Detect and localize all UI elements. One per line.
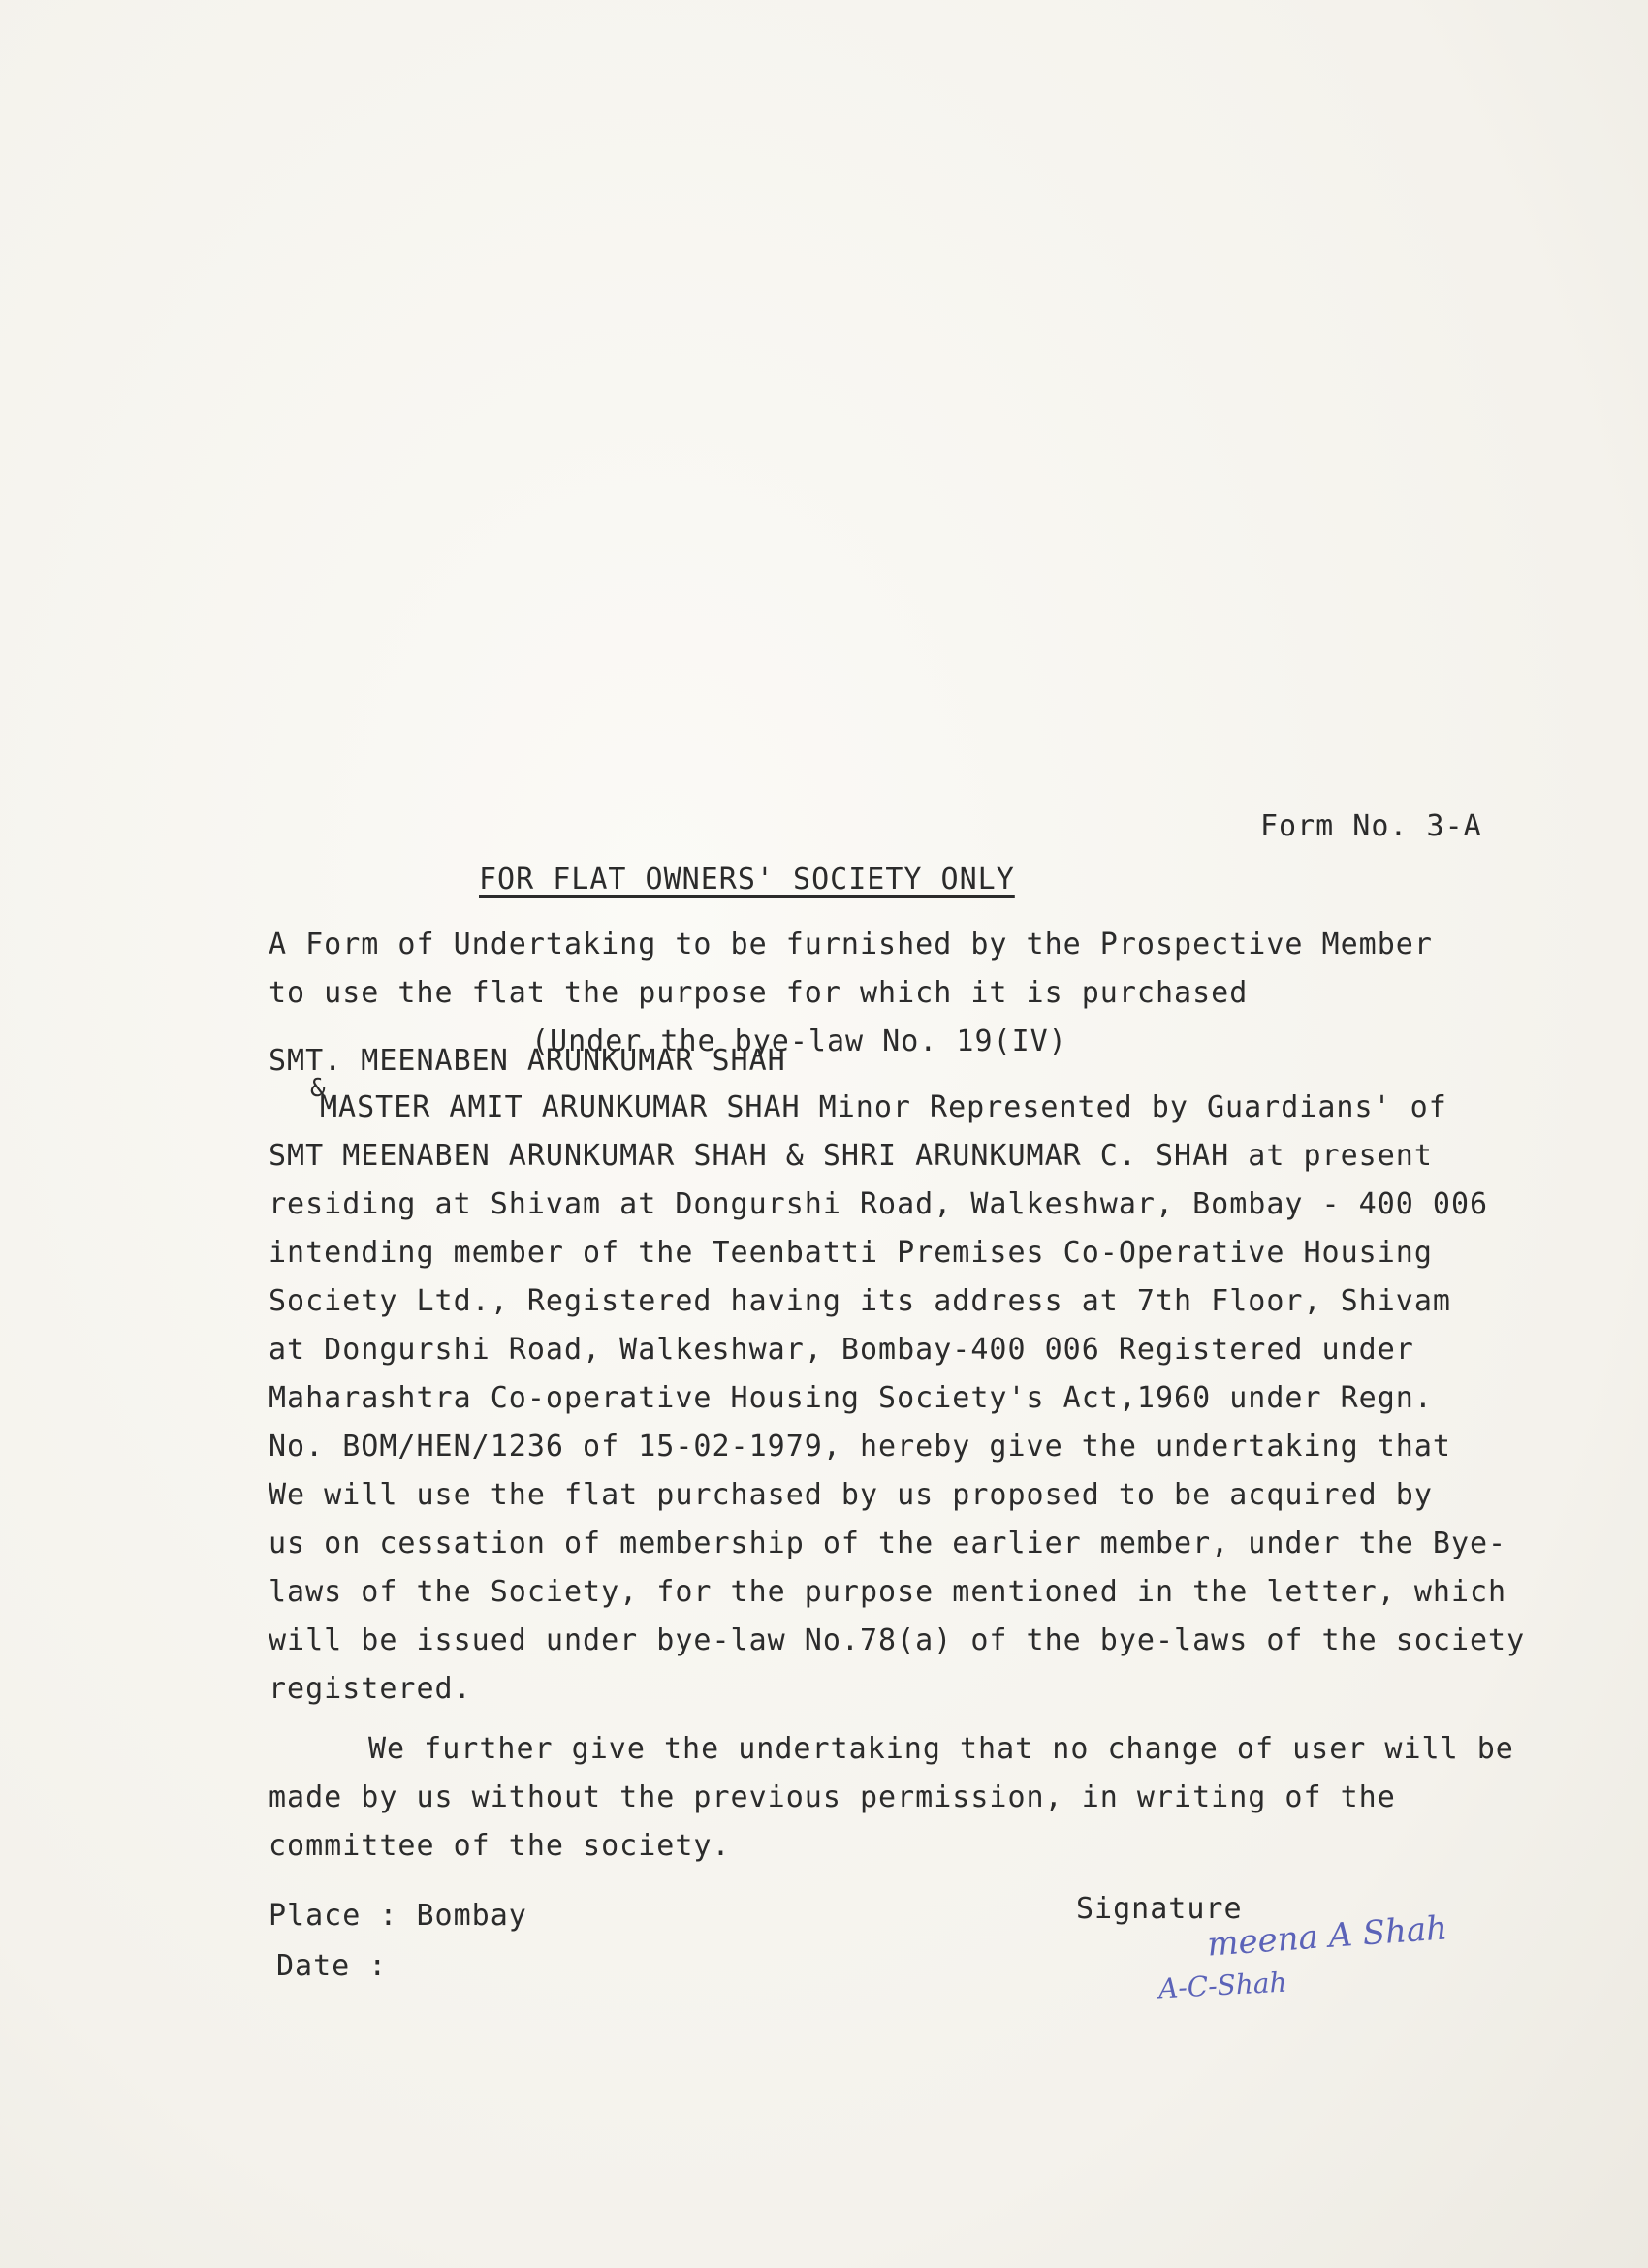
- body-line: will be issued under bye-law No.78(a) of the bye-laws of the society: [269, 1623, 1526, 1657]
- document-heading: FOR FLAT OWNERS' SOCIETY ONLY: [479, 863, 1015, 897]
- body-line: laws of the Society, for the purpose mentioned in the letter, which: [269, 1575, 1507, 1609]
- member-name-line: SMT. MEENABEN ARUNKUMAR SHAH: [269, 1044, 786, 1078]
- body-line: MASTER AMIT ARUNKUMAR SHAH Minor Represented by Guardians' of: [320, 1090, 1447, 1124]
- place-field: Place : Bombay: [269, 1899, 527, 1933]
- handwritten-ampersand: &: [310, 1074, 327, 1103]
- signature-label: Signature: [1076, 1892, 1243, 1926]
- body-line: SMT MEENABEN ARUNKUMAR SHAH & SHRI ARUNKUMAR C. SHAH at present: [269, 1139, 1433, 1173]
- body-line: Maharashtra Co-operative Housing Society's Act,1960 under Regn.: [269, 1381, 1433, 1415]
- body-line: Society Ltd., Registered having its address at 7th Floor, Shivam: [269, 1284, 1451, 1318]
- form-number: Form No. 3-A: [1260, 809, 1482, 843]
- body-line: at Dongurshi Road, Walkeshwar, Bombay-400 006 Registered under: [269, 1333, 1414, 1367]
- intro-line-1: A Form of Undertaking to be furnished by the Prospective Member: [269, 928, 1433, 961]
- paragraph-2-line: committee of the society.: [269, 1829, 731, 1863]
- paragraph-2-line: We further give the undertaking that no change of user will be: [368, 1732, 1514, 1766]
- body-line: registered.: [269, 1672, 472, 1706]
- handwritten-signature-2: A-C-Shah: [1157, 1966, 1288, 2005]
- body-line: us on cessation of membership of the earlier member, under the Bye-: [269, 1527, 1507, 1560]
- paragraph-2-line: made by us without the previous permission, in writing of the: [269, 1780, 1396, 1814]
- handwritten-signature-1: meena A Shah: [1205, 1908, 1449, 1965]
- body-line: No. BOM/HEN/1236 of 15-02-1979, hereby give the undertaking that: [269, 1430, 1451, 1464]
- body-line: We will use the flat purchased by us proposed to be acquired by: [269, 1478, 1433, 1512]
- body-line: residing at Shivam at Dongurshi Road, Walkeshwar, Bombay - 400 006: [269, 1187, 1489, 1221]
- intro-line-2: to use the flat the purpose for which it is purchased: [269, 976, 1249, 1010]
- bye-law-reference: (Under the bye-law No. 19(IV): [531, 1024, 1067, 1058]
- body-line: intending member of the Teenbatti Premises Co-Operative Housing: [269, 1236, 1433, 1270]
- date-field: Date :: [276, 1949, 388, 1983]
